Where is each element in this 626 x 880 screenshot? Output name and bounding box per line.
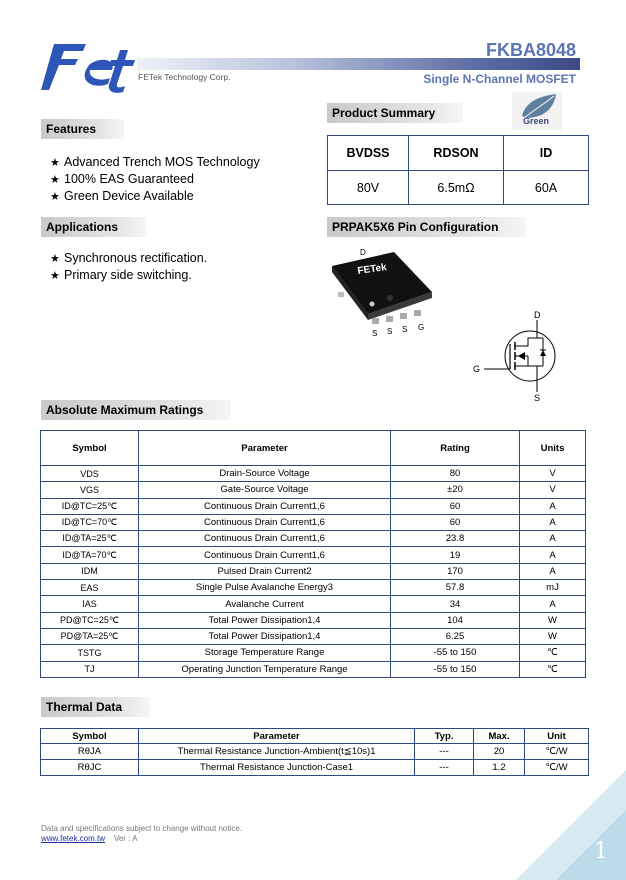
table-row [41, 628, 586, 644]
table-cell: 34 [391, 596, 520, 612]
table-cell: A [520, 563, 586, 579]
table-cell: ℃ [520, 645, 586, 661]
table-header-cell: RDSON [409, 136, 504, 171]
features-list [50, 154, 260, 205]
table-cell: ℃/W [525, 760, 589, 776]
version-label: Ver : A [113, 834, 138, 843]
table-cell: Storage Temperature Range [139, 645, 391, 661]
table-cell: W [520, 612, 586, 628]
table-cell: ℃/W [525, 744, 589, 760]
table-cell: Total Power Dissipation1,4 [139, 628, 391, 644]
pin-label-g: G [418, 323, 425, 332]
table-cell: -55 to 150 [391, 661, 520, 677]
table-cell: IAS [41, 596, 139, 612]
table-row [41, 661, 586, 677]
table-cell: Continuous Drain Current1,6 [139, 531, 391, 547]
table-header-cell: Units [520, 431, 586, 466]
table-cell: 80V [328, 171, 409, 205]
page-number: 1 [594, 839, 608, 864]
device-subtitle: Single N-Channel MOSFET [423, 72, 576, 86]
table-header-cell: Unit [525, 729, 589, 744]
applications-list [50, 250, 207, 284]
abs-max-table [40, 430, 586, 678]
table-cell: Continuous Drain Current1,6 [139, 547, 391, 563]
table-cell: A [520, 596, 586, 612]
table-row [41, 563, 586, 579]
table-cell: VDS [41, 466, 139, 482]
features-title: Features [41, 119, 124, 139]
table-cell: 23.8 [391, 531, 520, 547]
table-cell: TSTG [41, 645, 139, 661]
table-row [41, 498, 586, 514]
table-header-row [41, 729, 589, 744]
thermal-table [40, 728, 589, 776]
table-cell: --- [415, 760, 474, 776]
page-corner-decoration [516, 770, 626, 880]
table-cell: ID@TA=25℃ [41, 531, 139, 547]
table-cell: Single Pulse Avalanche Energy3 [139, 580, 391, 596]
abs-max-title: Absolute Maximum Ratings [41, 400, 231, 420]
table-cell: 1.2 [474, 760, 525, 776]
table-header-cell: ID [504, 136, 589, 171]
table-cell: Total Power Dissipation1,4 [139, 612, 391, 628]
table-header-row [41, 431, 586, 466]
star-icon: ★ [50, 270, 60, 282]
table-cell: Continuous Drain Current1,6 [139, 514, 391, 530]
table-cell: PD@TA=25℃ [41, 628, 139, 644]
product-summary-table [327, 135, 589, 205]
table-row [41, 612, 586, 628]
table-cell: RθJA [41, 744, 139, 760]
table-row [328, 171, 589, 205]
table-cell: 19 [391, 547, 520, 563]
table-cell: 170 [391, 563, 520, 579]
table-cell: W [520, 628, 586, 644]
star-icon: ★ [50, 253, 60, 265]
pin-label-s2: S [387, 327, 393, 336]
table-cell: ±20 [391, 482, 520, 498]
logo-text [80, 55, 81, 56]
table-row [41, 531, 586, 547]
table-cell: --- [415, 744, 474, 760]
list-item: ★ Primary side switching. [50, 267, 207, 284]
table-cell: ID@TC=70℃ [41, 514, 139, 530]
list-item: ★ 100% EAS Guaranteed [50, 171, 260, 188]
table-cell: V [520, 466, 586, 482]
table-cell: A [520, 547, 586, 563]
table-row [41, 596, 586, 612]
table-cell: Gate-Source Voltage [139, 482, 391, 498]
table-cell: VGS [41, 482, 139, 498]
pin-label-s3: S [402, 325, 408, 334]
table-cell: mJ [520, 580, 586, 596]
table-cell: 6.25 [391, 628, 520, 644]
list-item: ★ Green Device Available [50, 188, 260, 205]
symbol-pin-g: G [473, 364, 481, 374]
table-cell: TJ [41, 661, 139, 677]
table-row [41, 482, 586, 498]
table-cell: V [520, 482, 586, 498]
table-cell: ID@TA=70℃ [41, 547, 139, 563]
list-item: ★ Synchronous rectification. [50, 250, 207, 267]
table-cell: 60 [391, 498, 520, 514]
table-cell: 60A [504, 171, 589, 205]
table-cell: Avalanche Current [139, 596, 391, 612]
table-cell: RθJC [41, 760, 139, 776]
table-cell: 20 [474, 744, 525, 760]
table-header-cell: Parameter [139, 431, 391, 466]
symbol-pin-d: D [534, 310, 541, 320]
list-item: ★ Advanced Trench MOS Technology [50, 154, 260, 171]
table-cell: 57.8 [391, 580, 520, 596]
table-row [41, 514, 586, 530]
table-cell: -55 to 150 [391, 645, 520, 661]
table-header-cell: Symbol [41, 431, 139, 466]
table-cell: Thermal Resistance Junction-Ambient(t≦10s)1 [139, 744, 415, 760]
table-header-cell: Parameter [139, 729, 415, 744]
table-row [41, 645, 586, 661]
table-cell: A [520, 498, 586, 514]
symbol-pin-s: S [534, 393, 541, 403]
table-header-cell: BVDSS [328, 136, 409, 171]
package-drawing [320, 244, 440, 344]
table-cell: 80 [391, 466, 520, 482]
table-cell: ℃ [520, 661, 586, 677]
table-header-cell: Typ. [415, 729, 474, 744]
table-header-cell: Rating [391, 431, 520, 466]
table-row [41, 466, 586, 482]
website-link[interactable]: www.fetek.com.tw [41, 834, 106, 843]
green-badge-label: Green [523, 116, 550, 126]
table-cell: A [520, 514, 586, 530]
table-cell: ID@TC=25℃ [41, 498, 139, 514]
mosfet-symbol-icon [470, 308, 560, 404]
fetek-logo [40, 38, 136, 94]
package-label: FETek [356, 262, 388, 277]
table-cell: Continuous Drain Current1,6 [139, 498, 391, 514]
thermal-title: Thermal Data [41, 697, 150, 717]
table-cell: Drain-Source Voltage [139, 466, 391, 482]
company-name: FETek Technology Corp. [138, 72, 231, 82]
table-header-cell: Symbol [41, 729, 139, 744]
applications-title: Applications [41, 217, 146, 237]
table-row [41, 744, 589, 760]
star-icon: ★ [50, 157, 60, 169]
table-cell: Operating Junction Temperature Range [139, 661, 391, 677]
star-icon: ★ [50, 174, 60, 186]
footer-note: Data and specifications subject to change without notice. [41, 824, 243, 833]
footer-links [41, 834, 138, 843]
pin-label-s1: S [372, 329, 378, 338]
table-header-cell: Max. [474, 729, 525, 744]
table-row [41, 760, 589, 776]
table-cell: Thermal Resistance Junction-Case1 [139, 760, 415, 776]
table-cell: A [520, 531, 586, 547]
table-header-row [328, 136, 589, 171]
table-cell: 6.5mΩ [409, 171, 504, 205]
product-summary-title: Product Summary [327, 103, 463, 123]
table-cell: 60 [391, 514, 520, 530]
table-row [41, 547, 586, 563]
pin-label-d: D [360, 248, 366, 257]
table-cell: EAS [41, 580, 139, 596]
table-cell: IDM [41, 563, 139, 579]
table-cell: PD@TC=25℃ [41, 612, 139, 628]
table-row [41, 580, 586, 596]
star-icon: ★ [50, 191, 60, 203]
part-number: FKBA8048 [485, 40, 576, 60]
table-cell: 104 [391, 612, 520, 628]
table-cell: Pulsed Drain Current2 [139, 563, 391, 579]
pin-config-title: PRPAK5X6 Pin Configuration [327, 217, 526, 237]
